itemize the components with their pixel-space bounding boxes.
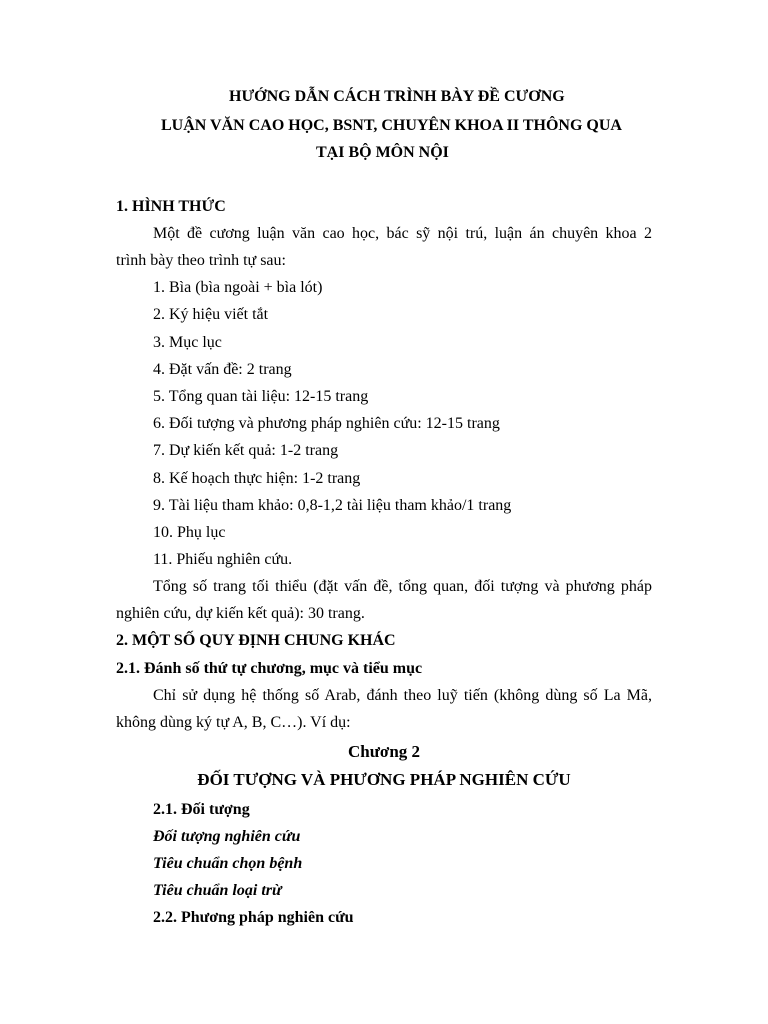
list-item: 2. Ký hiệu viết tắt — [153, 306, 269, 323]
section-2-text-line-2: không dùng ký tự A, B, C…). Ví dụ: — [116, 714, 351, 731]
title-line-1: HƯỚNG DẪN CÁCH TRÌNH BÀY ĐỀ CƯƠNG — [229, 88, 565, 105]
list-item: 6. Đối tượng và phương pháp nghiên cứu: 12-15 trang — [153, 415, 500, 432]
list-item: 3. Mục lục — [153, 334, 222, 351]
example-subsection-1: Đối tượng nghiên cứu — [153, 828, 301, 845]
list-item: 8. Kế hoạch thực hiện: 1-2 trang — [153, 470, 361, 487]
list-item: 7. Dự kiến kết quả: 1-2 trang — [153, 442, 339, 459]
list-item: 5. Tổng quan tài liệu: 12-15 trang — [153, 388, 369, 405]
example-section-1: 2.1. Đối tượng — [153, 801, 250, 818]
section-2-heading: 2. MỘT SỐ QUY ĐỊNH CHUNG KHÁC — [116, 632, 396, 649]
title-line-2: LUẬN VĂN CAO HỌC, BSNT, CHUYÊN KHOA II THÔNG QUA — [161, 117, 622, 134]
section-1-summary-line-1: Tổng số trang tối thiểu (đặt vấn đề, tổng quan, đối tượng và phương pháp — [153, 578, 652, 595]
example-section-2: 2.2. Phương pháp nghiên cứu — [153, 909, 354, 926]
example-subsection-3: Tiêu chuẩn loại trừ — [153, 882, 282, 899]
title-line-3: TẠI BỘ MÔN NỘI — [316, 144, 449, 161]
section-2-text-line-1: Chỉ sử dụng hệ thống số Arab, đánh theo luỹ tiến (không dùng số La Mã, — [153, 687, 652, 704]
list-item: 10. Phụ lục — [153, 524, 226, 541]
section-2-1-heading: 2.1. Đánh số thứ tự chương, mục và tiểu mục — [116, 660, 423, 677]
example-chapter-title: ĐỐI TƯỢNG VÀ PHƯƠNG PHÁP NGHIÊN CỨU — [197, 770, 571, 789]
section-1-intro-line-1: Một đề cương luận văn cao học, bác sỹ nội trú, luận án chuyên khoa 2 — [153, 225, 652, 242]
example-chapter: Chương 2 — [347, 742, 421, 761]
section-1-heading: 1. HÌNH THỨC — [116, 198, 226, 215]
example-subsection-2: Tiêu chuẩn chọn bệnh — [153, 855, 303, 872]
list-item: 11. Phiếu nghiên cứu. — [153, 551, 293, 568]
section-1-summary-line-2: nghiên cứu, dự kiến kết quả): 30 trang. — [116, 605, 365, 622]
list-item: 4. Đặt vấn đề: 2 trang — [153, 361, 292, 378]
list-item: 9. Tài liệu tham khảo: 0,8-1,2 tài liệu tham khảo/1 trang — [153, 497, 512, 514]
section-1-intro-line-2: trình bày theo trình tự sau: — [116, 252, 286, 269]
list-item: 1. Bìa (bìa ngoài + bìa lót) — [153, 279, 323, 296]
